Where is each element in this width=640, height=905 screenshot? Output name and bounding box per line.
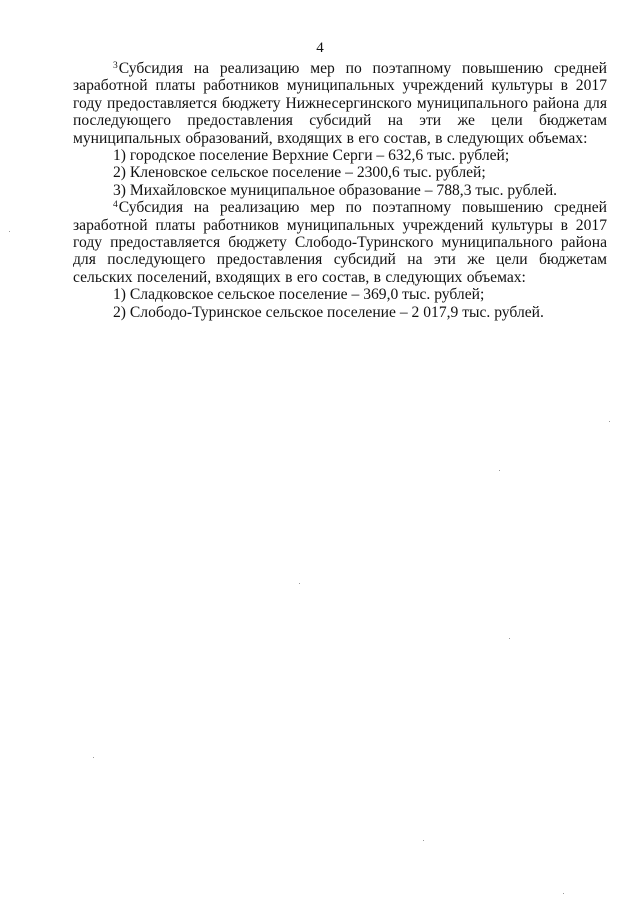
- list-item: 1) Сладковское сельское поселение – 369,0 тыс. рублей;: [113, 286, 485, 304]
- paragraph-subsidy-3: [73, 60, 607, 147]
- paragraph-text: Субсидия на реализацию мер по поэтапному повышению средней заработной платы работников муниципальных учреждений культуры в 2017 году предоставляется бюджету Слободо-Туринского муниципального района для последующего предоставления субсидий на эти же цели бюджетам сельских поселений, входящих в его состав, в следующих объемах:: [73, 199, 607, 286]
- scan-speck: [509, 638, 510, 639]
- paragraph-text: Субсидия на реализацию мер по поэтапному повышению средней заработной платы работников муниципальных учреждений культуры в 2017 году предоставляется бюджету Нижнесергинского муниципального района для последующего предоставления субсидий на эти же цели бюджетам муниципальных образований, входящих в его состав, в следующих объемах:: [73, 60, 607, 147]
- scan-speck: [499, 470, 500, 471]
- footnote-marker-3: 3: [113, 61, 118, 71]
- scan-speck: [9, 231, 10, 232]
- list-item: 3) Михайловское муниципальное образование – 788,3 тыс. рублей.: [113, 181, 558, 199]
- scan-speck: [93, 757, 94, 758]
- paragraph-subsidy-4: [73, 199, 607, 286]
- page-number: 4: [316, 40, 324, 56]
- scan-speck: [609, 421, 610, 422]
- list-item: 2) Кленовское сельское поселение – 2300,6 тыс. рублей;: [113, 164, 486, 182]
- scan-speck: [423, 840, 424, 841]
- list-item: 1) городское поселение Верхние Серги – 632,6 тыс. рублей;: [113, 147, 510, 165]
- scan-speck: [563, 893, 564, 894]
- list-item: 2) Слободо-Туринское сельское поселение – 2 017,9 тыс. рублей.: [113, 303, 544, 321]
- scan-speck: [299, 583, 300, 584]
- document-body: [73, 60, 607, 321]
- footnote-marker-4: 4: [113, 200, 118, 211]
